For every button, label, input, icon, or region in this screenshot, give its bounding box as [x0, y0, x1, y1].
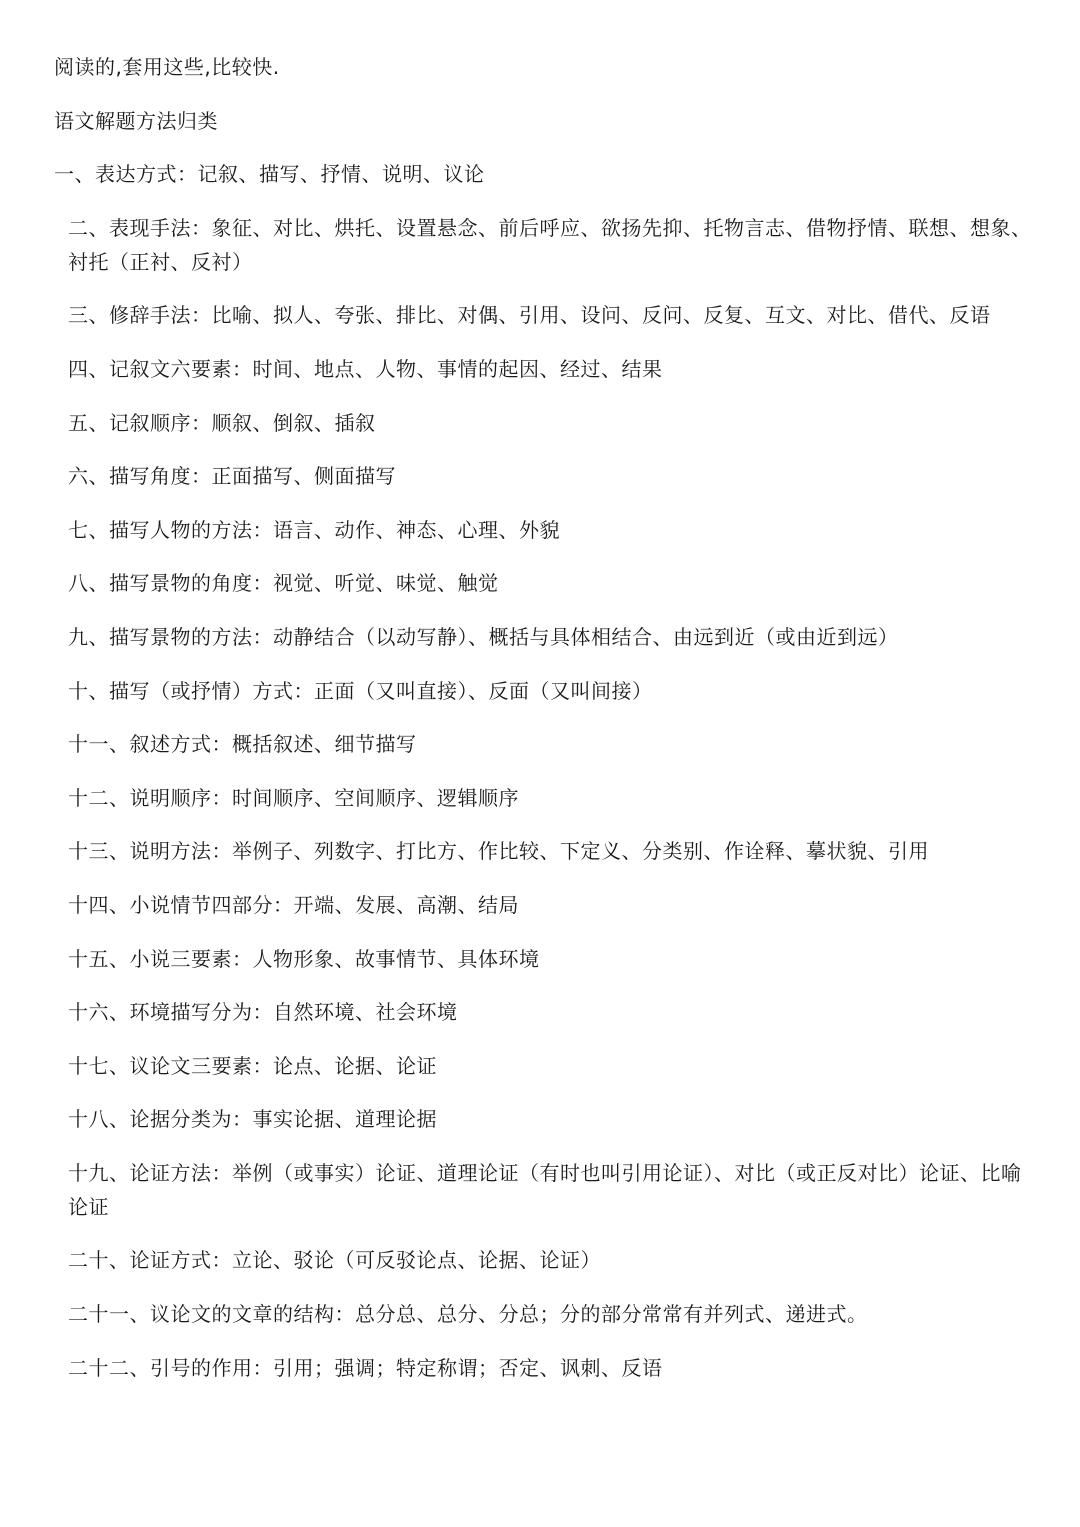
list-item-7: 七、描写人物的方法：语言、动作、神态、心理、外貌	[68, 517, 560, 542]
list-item-8: 八、描写景物的角度：视觉、听觉、味觉、触觉	[68, 571, 499, 596]
list-item-16: 十六、环境描写分为：自然环境、社会环境	[68, 1000, 458, 1025]
list-item-3: 三、修辞手法：比喻、拟人、夸张、排比、对偶、引用、设问、反问、反复、互文、对比、借代、反语	[68, 303, 991, 328]
document-title: 语文解题方法归类	[54, 108, 218, 133]
list-item-6: 六、描写角度：正面描写、侧面描写	[68, 464, 396, 489]
list-item-14: 十四、小说情节四部分：开端、发展、高潮、结局	[68, 892, 519, 917]
list-item-4: 四、记叙文六要素：时间、地点、人物、事情的起因、经过、结果	[68, 356, 663, 381]
list-item-13: 十三、说明方法：举例子、列数字、打比方、作比较、下定义、分类别、作诠释、摹状貌、引用	[68, 839, 929, 864]
list-item-17: 十七、议论文三要素：论点、论据、论证	[68, 1053, 437, 1078]
list-item-20: 二十、论证方式：立论、驳论（可反驳论点、论据、论证）	[68, 1248, 601, 1273]
list-item-22: 二十二、引号的作用：引用；强调；特定称谓；否定、讽刺、反语	[68, 1355, 663, 1380]
list-item-2: 二、表现手法：象征、对比、烘托、设置悬念、前后呼应、欲扬先抑、托物言志、借物抒情、联想、想象、衬托（正衬、反衬）	[68, 215, 1032, 274]
list-item-5: 五、记叙顺序：顺叙、倒叙、插叙	[68, 410, 376, 435]
list-item-1: 一、表达方式：记叙、描写、抒情、说明、议论	[54, 162, 485, 187]
intro-text: 阅读的,套用这些,比较快.	[54, 55, 280, 79]
list-item-10: 十、描写（或抒情）方式：正面（又叫直接）、反面（又叫间接）	[68, 678, 653, 703]
list-item-18: 十八、论据分类为：事实论据、道理论据	[68, 1107, 437, 1132]
list-item-12: 十二、说明顺序：时间顺序、空间顺序、逻辑顺序	[68, 785, 519, 810]
list-item-9: 九、描写景物的方法：动静结合（以动写静）、概括与具体相结合、由远到近（或由近到远）	[68, 624, 899, 649]
list-item-11: 十一、叙述方式：概括叙述、细节描写	[68, 732, 417, 757]
list-item-15: 十五、小说三要素：人物形象、故事情节、具体环境	[68, 946, 540, 971]
list-item-19: 十九、论证方法：举例（或事实）论证、道理论证（有时也叫引用论证）、对比（或正反对比）论证、比喻论证	[68, 1160, 1022, 1219]
list-item-21: 二十一、议论文的文章的结构：总分总、总分、分总；分的部分常常有并列式、递进式。	[68, 1302, 868, 1327]
